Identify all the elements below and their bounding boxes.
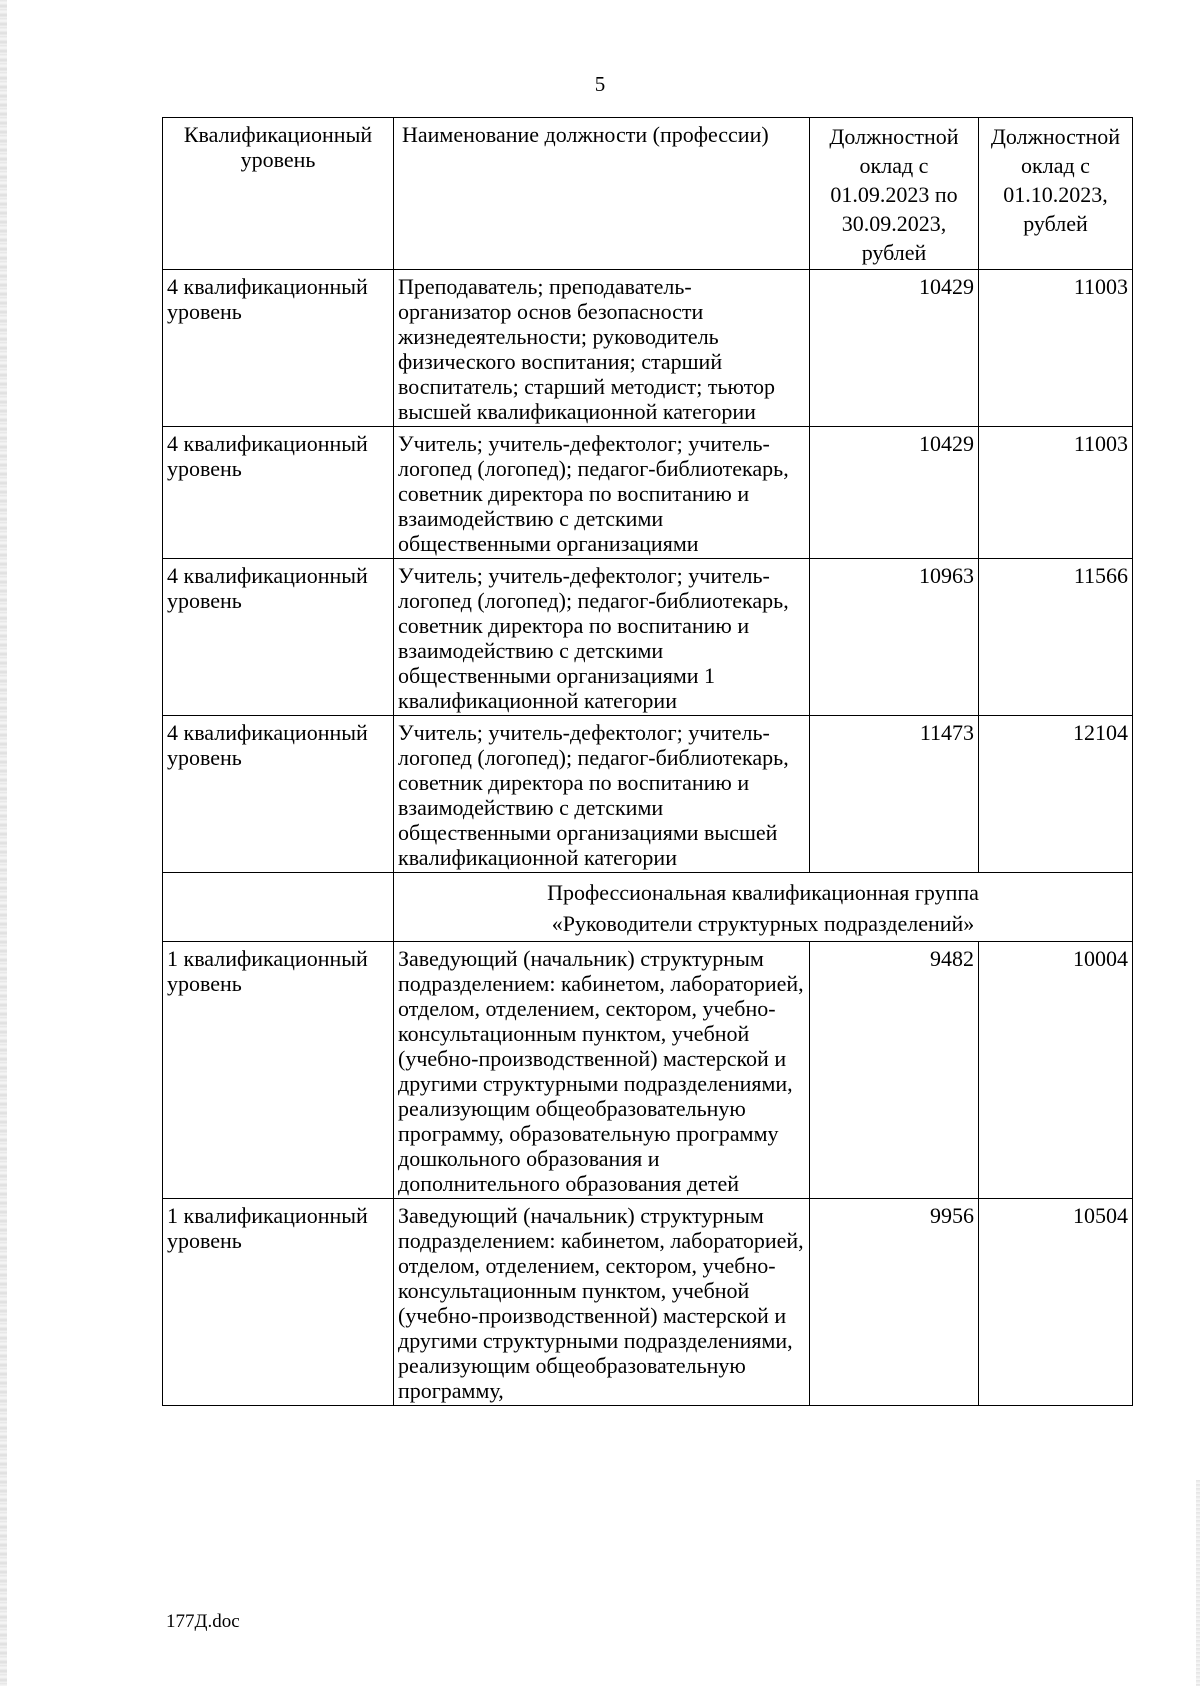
cell-salary-sep: 9956 — [810, 1199, 979, 1406]
page-number: 5 — [594, 72, 606, 96]
cell-position-name: Учитель; учитель-дефектолог; учитель-логопед (логопед); педагог-библиотекарь, советник директора по воспитанию и взаимодействию с детскими общественными организациями — [394, 427, 810, 559]
table-row — [163, 427, 1133, 559]
header-level: Квалификационный уровень — [163, 118, 394, 270]
cell-position-name: Преподаватель; преподаватель-организатор основ безопасности жизнедеятельности; руководитель физического воспитания; старший воспитатель; старший методист; тьютор высшей квалификационной категории — [394, 270, 810, 427]
cell-salary-sep: 11473 — [810, 716, 979, 873]
cell-salary-sep: 10429 — [810, 427, 979, 559]
table-row — [163, 1199, 1133, 1406]
cell-salary-oct: 10004 — [979, 942, 1133, 1199]
table-row — [163, 270, 1133, 427]
table-row — [163, 716, 1133, 873]
cell-salary-oct: 10504 — [979, 1199, 1133, 1406]
cell-level: 1 квалификационный уровень — [163, 942, 394, 1199]
cell-level: 4 квалификационный уровень — [163, 716, 394, 873]
group-header-row — [163, 873, 1133, 942]
cell-level: 4 квалификационный уровень — [163, 270, 394, 427]
cell-position-name: Заведующий (начальник) структурным подразделением: кабинетом, лабораторией, отделом, отделением, сектором, учебно-консультационным пунктом, учебной (учебно-производственной) мастерской и другими структурными подразделениями, реализующим общеобразовательную программу, — [394, 1199, 810, 1406]
group-empty-cell — [163, 873, 394, 942]
cell-level: 1 квалификационный уровень — [163, 1199, 394, 1406]
cell-level: 4 квалификационный уровень — [163, 427, 394, 559]
cell-salary-sep: 10429 — [810, 270, 979, 427]
group-title-line1: Профессиональная квалификационная группа — [547, 880, 979, 905]
cell-position-name: Учитель; учитель-дефектолог; учитель-логопед (логопед); педагог-библиотекарь, советник директора по воспитанию и взаимодействию с детскими общественными организациями высшей квалификационной категории — [394, 716, 810, 873]
cell-salary-oct: 11003 — [979, 427, 1133, 559]
cell-position-name: Учитель; учитель-дефектолог; учитель-логопед (логопед); педагог-библиотекарь, советник директора по воспитанию и взаимодействию с детскими общественными организациями 1 квалификационной категории — [394, 559, 810, 716]
cell-salary-oct: 11566 — [979, 559, 1133, 716]
cell-salary-sep: 9482 — [810, 942, 979, 1199]
group-title-line2: «Руководители структурных подразделений» — [551, 911, 975, 936]
table-row — [163, 942, 1133, 1199]
salary-table — [162, 117, 1133, 1406]
scan-edge-right — [1196, 1480, 1200, 1686]
table-header-row — [163, 118, 1133, 270]
scan-edge-left — [0, 0, 7, 1686]
cell-salary-oct: 11003 — [979, 270, 1133, 427]
group-title — [394, 873, 1133, 942]
cell-position-name: Заведующий (начальник) структурным подразделением: кабинетом, лабораторией, отделом, отделением, сектором, учебно-консультационным пунктом, учебной (учебно-производственной) мастерской и другими структурными подразделениями, реализующим общеобразовательную программу, образовательную программу дошкольного образования и дополнительного образования детей — [394, 942, 810, 1199]
table-row — [163, 559, 1133, 716]
file-name-footer: 177Д.doc — [166, 1611, 240, 1632]
cell-level: 4 квалификационный уровень — [163, 559, 394, 716]
header-salary-oct: Должностной оклад с 01.10.2023, рублей — [979, 118, 1133, 270]
cell-salary-sep: 10963 — [810, 559, 979, 716]
cell-salary-oct: 12104 — [979, 716, 1133, 873]
header-position-name: Наименование должности (профессии) — [394, 118, 810, 270]
header-salary-sep: Должностной оклад с 01.09.2023 по 30.09.2023, рублей — [810, 118, 979, 270]
